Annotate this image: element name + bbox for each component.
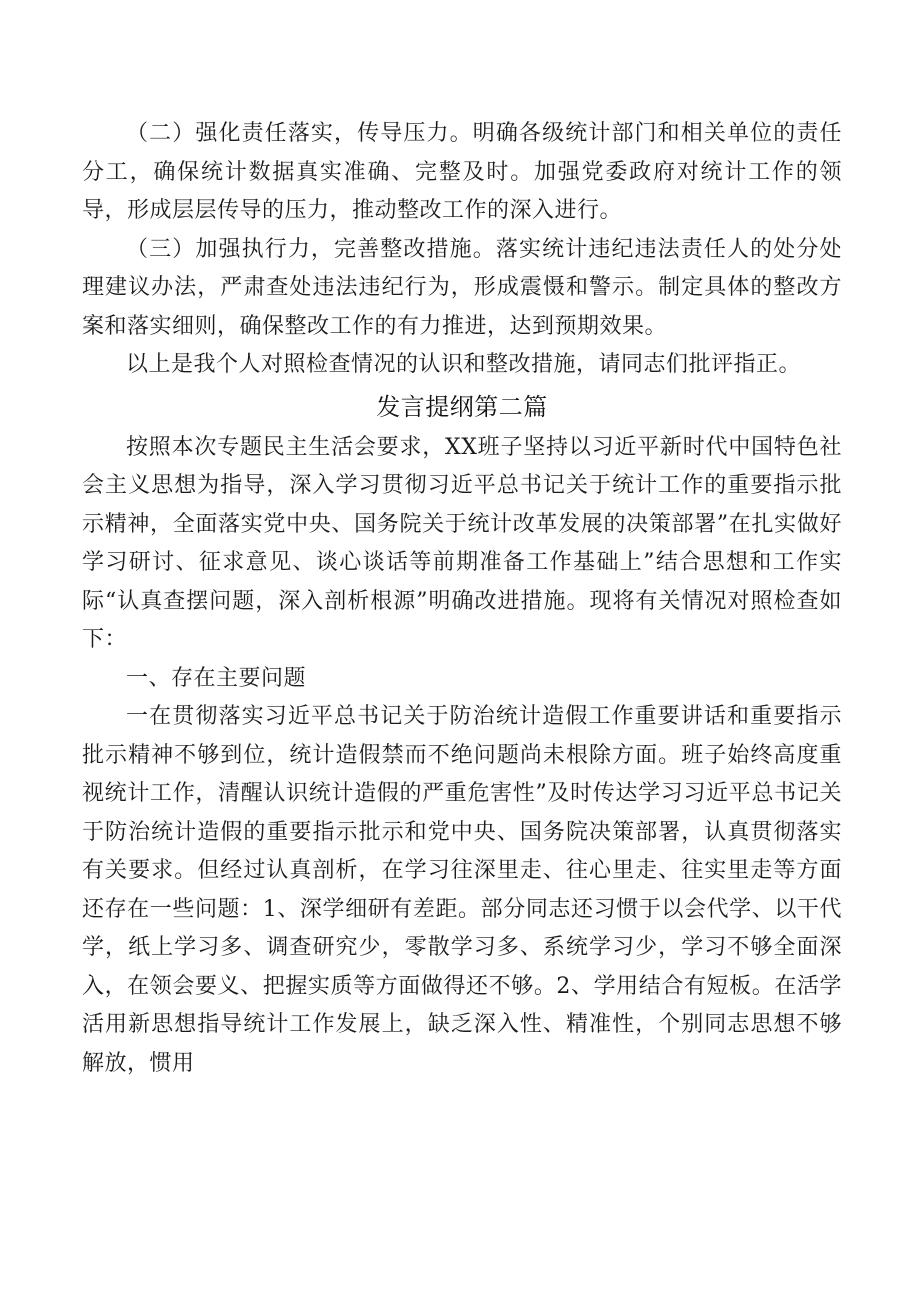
document-body [82, 115, 842, 1083]
paragraph-intro: 按照本次专题民主生活会要求，XX班子坚持以习近平新时代中国特色社会主义思想为指导，深入学习贯彻习近平总书记关于统计工作的重要指示批示精神，全面落实党中央、国务院关于统计改革发展的决策部署”在扎实做好学习研讨、征求意见、谈心谈话等前期准备工作基础上”结合思想和工作实际“认真查摆问题，深入剖析根源”明确改进措施。现将有关情况对照检查如下： [82, 434, 842, 652]
paragraph-responsibility: （二）强化责任落实，传导压力。明确各级统计部门和相关单位的责任分工，确保统计数据真实准确、完整及时。加强党委政府对统计工作的领导，形成层层传导的压力，推动整改工作的深入进行。 [82, 121, 842, 223]
paragraph-problems: 一在贯彻落实习近平总书记关于防治统计造假工作重要讲话和重要指示批示精神不够到位，统计造假禁而不绝问题尚未根除方面。班子始终高度重视统计工作，清醒认识统计造假的严重危害性”及时传达学习习近平总书记关于防治统计造假的重要指示批示和党中央、国务院决策部署，认真贯彻落实有关要求。但经过认真剖析，在学习往深里走、往心里走、往实里走等方面还存在一些问题：1、深学细研有差距。部分同志还习惯于以会代学、以干代学，纸上学习多、调查研究少，零散学习多、系统学习少，学习不够全面深入，在领会要义、把握实质等方面做得还不够。2、学用结合有短板。在活学活用新思想指导统计工作发展上，缺乏深入性、精准性，个别同志思想不够解放，惯用 [82, 704, 842, 1076]
paragraph-closing: 以上是我个人对照检查情况的认识和整改措施，请同志们批评指正。 [126, 352, 802, 377]
document-title: 发言提纲第二篇 [376, 392, 548, 421]
paragraph-execution: （三）加强执行力，完善整改措施。落实统计违纪违法责任人的处分处理建议办法，严肃查处违法违纪行为，形成震慑和警示。制定具体的整改方案和落实细则，确保整改工作的有力推进，达到预期效果。 [82, 236, 842, 339]
section-heading: 一、存在主要问题 [126, 665, 307, 691]
